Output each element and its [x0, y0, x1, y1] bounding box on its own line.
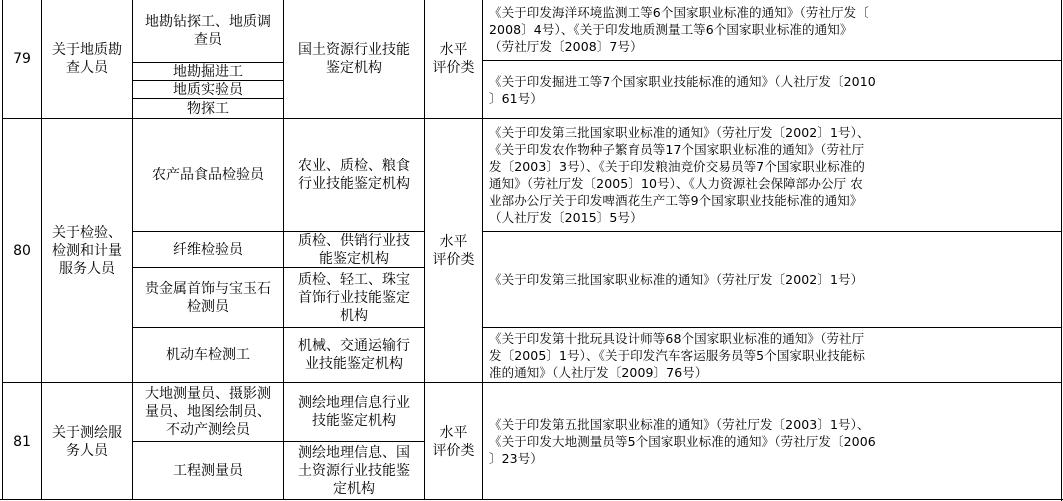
- document-cell: 《关于印发第五批国家职业标准的通知》（劳社厅发〔2003〕1号）、 《关于印发大地测量员等5个国家职业标准的通知》（劳社厅发〔2006 〕23号）: [482, 382, 1062, 500]
- row-number: 80: [2, 118, 41, 382]
- agency-cell: 国土资源行业技能 鉴定机构: [283, 0, 424, 118]
- occupation-cell: 贵金属首饰与宝玉石 检测员: [132, 267, 283, 327]
- agency-cell: 质检、供销行业技 能鉴定机构: [283, 231, 424, 267]
- occupation-cell: 地勘钻探工、地质调 查员: [132, 0, 283, 62]
- evaluation-type-cell: 水平 评价类: [424, 118, 482, 382]
- agency-cell: 测绘地理信息行业 技能鉴定机构: [283, 382, 424, 441]
- row-number: 79: [2, 0, 41, 118]
- occupation-cell: 地质实验员: [132, 80, 283, 98]
- row-number: 81: [2, 382, 41, 500]
- occupation-cell: 物探工: [132, 98, 283, 118]
- agency-cell: 质检、轻工、珠宝 首饰行业技能鉴定 机构: [283, 267, 424, 327]
- occupation-cell: 农产品食品检验员: [132, 118, 283, 231]
- document-cell: 《关于印发第三批国家职业标准的通知》（劳社厅发〔2002〕1号）: [482, 231, 1062, 327]
- document-cell: 《关于印发第三批国家职业标准的通知》（劳社厅发〔2002〕1号）、 《关于印发农作物种子繁育员等17个国家职业标准的通知》（劳社厅 发〔2003〕3号）、《关于印发粮油竞价交易员等7个国家职业标准的 通知》（劳社厅发〔2005〕10号）、《人力资源社会保障部办公厅 农 业部办公厅关于印发啤酒花生产工等9个国家职业技能标准的通知》 （人社厅发〔2015〕5号）: [482, 118, 1062, 231]
- occupation-cell: 地勘掘进工: [132, 62, 283, 80]
- category-cell: 关于检验、 检测和计量 服务人员: [41, 118, 132, 382]
- agency-cell: 机械、交通运输行 业技能鉴定机构: [283, 327, 424, 382]
- occupation-cell: 机动车检测工: [132, 327, 283, 382]
- agency-cell: 测绘地理信息、国 土资源行业技能鉴 定机构: [283, 441, 424, 500]
- evaluation-type-cell: 水平 评价类: [424, 0, 482, 118]
- table-bottom-border: [0, 499, 1063, 500]
- occupation-cell: 工程测量员: [132, 441, 283, 500]
- occupation-cell: 纤维检验员: [132, 231, 283, 267]
- document-cell: 《关于印发海洋环境监测工等6个国家职业标准的通知》（劳社厅发〔 2008〕4号）、《关于印发地质测量工等6个国家职业标准的通知》 （劳社厅发〔2008〕7号）: [482, 0, 1062, 60]
- document-cell: 《关于印发掘进工等7个国家职业技能标准的通知》（人社厅发〔2010 〕61号）: [482, 60, 1062, 118]
- category-cell: 关于地质勘 查人员: [41, 0, 132, 118]
- agency-cell: 农业、质检、粮食 行业技能鉴定机构: [283, 118, 424, 231]
- category-cell: 关于测绘服 务人员: [41, 382, 132, 500]
- occupation-cell: 大地测量员、摄影测 量员、地图绘制员、 不动产测绘员: [132, 382, 283, 441]
- table-right-border: [1061, 0, 1062, 501]
- evaluation-type-cell: 水平 评价类: [424, 382, 482, 500]
- document-cell: 《关于印发第十批玩具设计师等68个国家职业标准的通知》（劳社厅 发〔2005〕1号）、《关于印发汽车客运服务员等5个国家职业技能标 准的通知》（人社厅发〔2009〕76号）: [482, 327, 1062, 382]
